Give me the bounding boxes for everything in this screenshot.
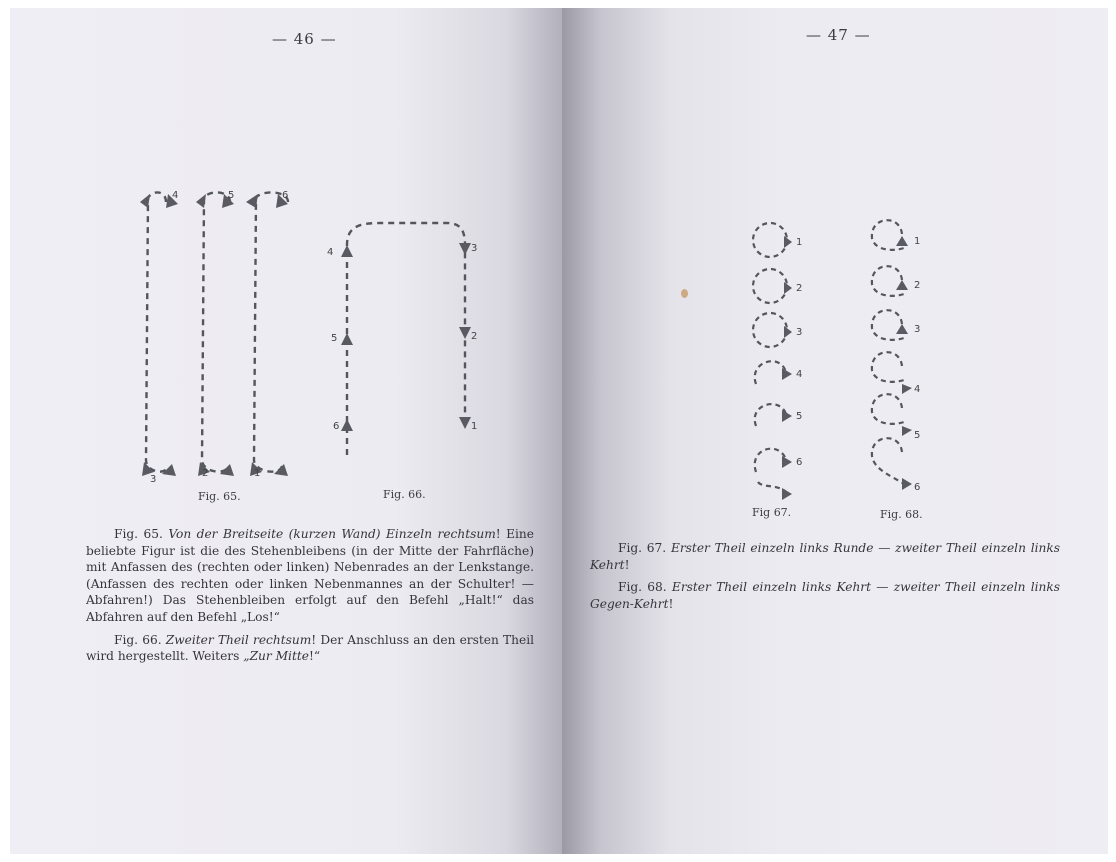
fig68-marker-1: 1 xyxy=(914,236,921,247)
fig67-marker-4: 4 xyxy=(796,369,803,380)
fig67-loop-5 xyxy=(755,404,786,426)
left-paragraph-1: Fig. 65. Von der Breitseite (kurzen Wand) Einzeln rechtsum! Eine beliebte Figur ist die des Stehenbleibens (in der Mitte der Fahrfläche) mit Anfassen des (rechten oder linken) Nebenrades an der Lenkstange. (Anfassen des rechten oder linken Nebenmannes an der Schulter! — Abfahren!) Das Stehenbleiben erfolgt auf den Befehl „Halt!“ das Abfahren auf den Befehl „Los!“ xyxy=(86,527,534,624)
fig68-marker-3: 3 xyxy=(914,324,921,335)
fig66-arrow-down-3 xyxy=(459,417,471,429)
fig66-marker-5: 5 xyxy=(331,333,338,344)
fig65-marker-3: 3 xyxy=(150,474,157,485)
fig65-loop-1 xyxy=(146,192,168,471)
right-paragraph-2: Fig. 68. Erster Theil einzeln links Kehrt — zweiter Theil einzeln links Gegen-Kehrt! xyxy=(590,580,1060,611)
fig66-caption: Fig. 66. xyxy=(383,488,426,501)
fig68-diagram xyxy=(862,208,942,498)
right-page-body xyxy=(590,540,1060,618)
fig65-marker-6: 6 xyxy=(282,190,289,201)
fig67-marker-1: 1 xyxy=(796,237,803,248)
fig66-arrow-up-1 xyxy=(341,245,353,257)
fig65-marker-2: 2 xyxy=(202,468,209,479)
page-number-right: — 47 — xyxy=(806,26,871,44)
fig68-title: Erster Theil einzeln links Kehrt — zweiter Theil einzeln links Gegen-Kehrt xyxy=(590,580,1060,611)
fig66-arrow-down-2 xyxy=(459,327,471,339)
fig65-title: Von der Breitseite (kurzen Wand) Einzeln rechtsum xyxy=(168,527,496,541)
fig66-arrow-down-1 xyxy=(459,243,471,255)
fig68-loop-3 xyxy=(872,310,904,340)
right-paragraph-1: Fig. 67. Erster Theil einzeln links Runde — zweiter Theil einzeln links Kehrt! xyxy=(590,541,1060,572)
fig66-arrow-up-3 xyxy=(341,419,353,431)
fig67-loop-6 xyxy=(755,449,786,472)
fig67-loop-1 xyxy=(753,223,787,257)
fig68-caption: Fig. 68. xyxy=(880,508,923,521)
paper-stain xyxy=(681,289,688,298)
fig65-marker-4: 4 xyxy=(172,190,179,201)
fig66-path xyxy=(347,223,465,455)
fig68-marker-4: 4 xyxy=(914,384,921,395)
page-number-left: — 46 — xyxy=(272,30,337,48)
fig65-loop-2 xyxy=(202,192,230,471)
left-paragraph-2: Fig. 66. Zweiter Theil rechtsum! Der Anschluss an den ersten Theil wird hergestellt. Weiters „Zur Mitte!“ xyxy=(86,632,534,664)
fig65-caption: Fig. 65. xyxy=(198,490,241,503)
fig66-diagram xyxy=(325,215,485,460)
fig65-arrow-top-3 xyxy=(246,194,258,208)
fig67-marker-5: 5 xyxy=(796,411,803,422)
fig67-loop-2 xyxy=(753,269,787,303)
fig67-diagram xyxy=(738,212,818,502)
fig65-arrow-bottom-5 xyxy=(220,464,234,476)
fig68-marker-6: 6 xyxy=(914,482,921,493)
fig65-arrow-top-2 xyxy=(196,194,206,208)
fig66-marker-2: 2 xyxy=(471,331,478,342)
fig67-caption: Fig 67. xyxy=(752,506,792,519)
right-page xyxy=(562,8,1108,854)
fig66-title: Zweiter Theil rechtsum xyxy=(165,632,312,647)
fig65-marker-1: 1 xyxy=(254,468,261,479)
fig68-loop-5 xyxy=(872,394,904,424)
fig67-marker-2: 2 xyxy=(796,283,803,294)
fig68-marker-5: 5 xyxy=(914,430,921,441)
left-page-body xyxy=(86,526,534,671)
fig68-loop-4 xyxy=(872,352,904,382)
fig68-loop-2 xyxy=(872,266,904,296)
fig67-title: Erster Theil einzeln links Runde — zweiter Theil einzeln links Kehrt xyxy=(590,541,1060,572)
fig65-diagram xyxy=(120,180,310,485)
fig65-loop-3 xyxy=(254,192,288,471)
fig66-marker-1: 1 xyxy=(471,421,478,432)
fig67-loop-4 xyxy=(755,361,786,384)
fig66-marker-3: 3 xyxy=(471,243,478,254)
fig66-arrow-up-2 xyxy=(341,333,353,345)
fig65-marker-5: 5 xyxy=(228,190,235,201)
fig67-marker-6: 6 xyxy=(796,457,803,468)
fig66-marker-4: 4 xyxy=(327,247,334,258)
fig67-marker-3: 3 xyxy=(796,327,803,338)
fig65-arrow-bottom-6 xyxy=(274,464,288,476)
fig67-exit xyxy=(758,482,786,492)
fig67-loop-3 xyxy=(753,313,787,347)
fig66-marker-6: 6 xyxy=(333,421,340,432)
fig68-marker-2: 2 xyxy=(914,280,921,291)
fig68-loop-6 xyxy=(872,438,904,484)
